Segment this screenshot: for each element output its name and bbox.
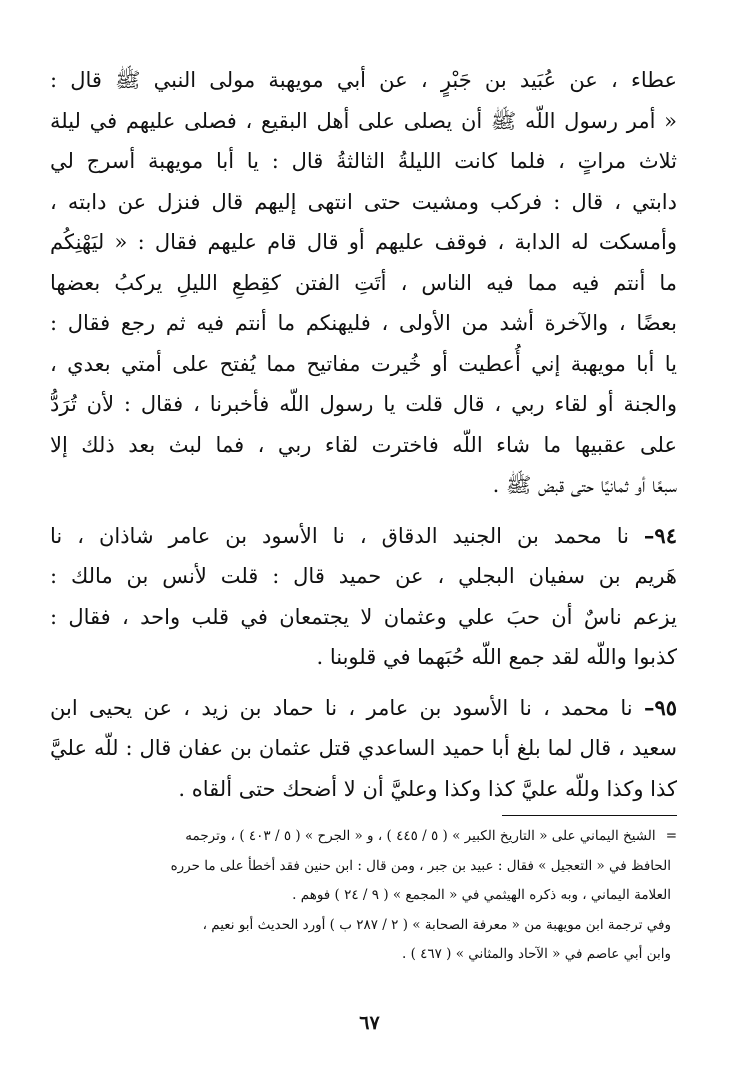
text-line: كذا وكذا وللّه عليَّ كذا وكذا وعليَّ أن لا أضحك حتى ألقاه . [178,776,677,801]
paragraph-gap [50,678,677,688]
text-line: ما أنتم فيه مما فيه الناس ، أتَتِ الفتن كقِطعِ الليلِ يركبُ بعضها [50,270,677,295]
text-segment: نا محمد بن الجنيد الدقاق ، نا الأسود بن عامر شاذان ، نا [50,523,629,548]
text-line [50,688,677,729]
footnote-line: وفي ترجمة ابن مويهبة من « معرفة الصحابة » ( ٢ / ٢٨٧ ب ) أورد الحديث أبو نعيم ، [202,916,671,933]
footnotes [38,822,677,970]
hadith-94 [50,516,677,678]
paragraph-gap [50,506,677,516]
footnote-separator [502,815,677,816]
text-line: يا أبا مويهبة إني أُعطيت أو خُيرت مفاتيح مما يُفتح على أمتي بعدي ، [50,351,677,376]
text-line: على عقبيها ما شاء اللّه فاخترت لقاء ربي ، فما لبث بعد ذلك إلا [50,432,677,457]
text-line: هَريم بن سفيان البجلي ، عن حميد قال : قلت لأنس بن مالك : [50,564,677,588]
text-line: كذبوا واللّه لقد جمع اللّه حُبَهما في قلوبنا . [316,645,677,669]
text-line: بعضًا ، والآخرة أشد من الأولى ، فليهنكم ما أنتم فيه ثم رجع فقال : [50,311,677,335]
text-line: وأمسكت له الدابة ، فوقف عليهم أو قال قام عليهم فقال : « ليَهْنِكُم [50,230,677,254]
text-line: « أمر رسول اللّه ﷺ أن يصلى على أهل البقيع ، فصلى عليهم في ليلة [50,108,677,133]
main-text [50,60,677,809]
footnote-line: الحافظ في « التعجيل » فقال : عبيد بن جبر ، ومن قال : ابن حنين فقد أخطأ على ما حرره [170,857,671,874]
hadith-number: ٩٥– [643,694,677,720]
hadith-95 [50,688,677,810]
text-line: دابتي ، قال : فركب ومشيت حتى انتهى إليهم قال فنزل عن دابته ، [50,189,677,214]
footnote-line: وابن أبي عاصم في « الآحاد والمثاني » ( ٤٦٧ ) . [401,946,671,962]
footnote-continuation-mark: = [665,828,677,844]
text-line: والجنة أو لقاء ربي ، قال قلت يا رسول اللّه فأخبرنا ، فقال : لأن تُرَدُّ [50,392,677,416]
hadith-93-continuation [50,60,677,506]
text-line: يزعم ناسٌ أن حبَ علي وعثمان لا يجتمعان في قلب واحد ، فقال : [50,604,677,629]
footnote-line: العلامة اليماني ، وبه ذكره الهيثمي في « المجمع » ( ٩ / ٢٤ ) فوهم . [292,887,671,903]
hadith-number: ٩٤– [643,522,677,548]
text-line: سبعًا أو ثمانيًا حتى قبض ﷺ . [492,473,677,497]
page-number: ٦٧ [359,1012,380,1034]
text-segment: الشيخ اليماني على « التاريخ الكبير » ( ٥ / ٤٤٥ ) ، و « الجرح » ( ٥ / ٤٠٣ ) ، وترجمه [185,828,656,844]
text-line: سعيد ، قال لما بلغ أبا حميد الساعدي قتل عثمان بن عفان قال : للّه عليَّ [50,736,677,760]
text-line: عطاء ، عن عُبَيد بن جَبْرٍ ، عن أبي مويهبة مولى النبي ﷺ قال : [50,68,677,92]
text-line [50,516,677,557]
footnote-line [38,822,677,852]
text-line: ثلاث مراتٍ ، فلما كانت الليلةُ الثالثةُ قال : يا أبا مويهبة أسرج لي [50,149,677,173]
text-segment: نا محمد ، نا الأسود بن عامر ، نا حماد بن زيد ، عن يحيى ابن [50,695,633,720]
